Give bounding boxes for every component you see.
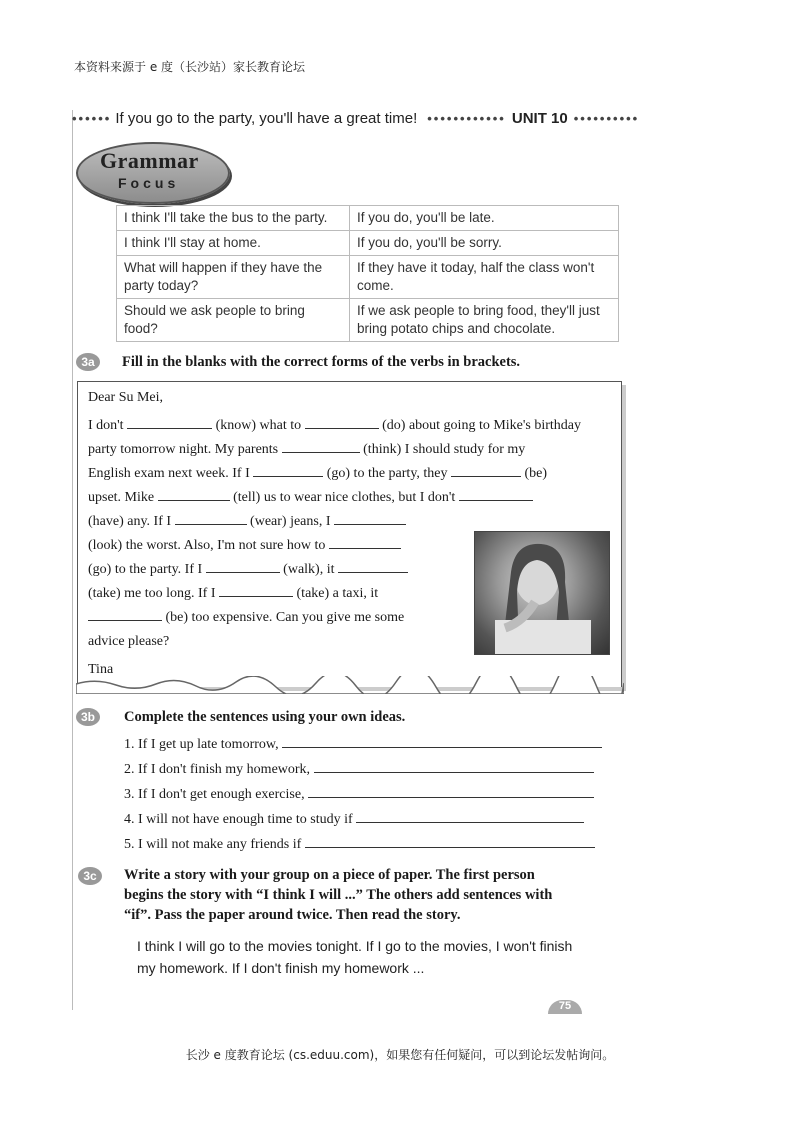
sentence-start: 1. If I get up late tomorrow, (124, 737, 279, 752)
header-mid-dots: •••••••••••• (427, 110, 506, 126)
fill-blank[interactable] (282, 438, 360, 453)
letter-line (88, 462, 547, 486)
list-item (124, 758, 594, 778)
letter-fragment: English exam next week. If I (88, 466, 250, 481)
section-3c-title-line: Write a story with your group on a piece of paper. The first person (124, 867, 535, 883)
letter-line (88, 486, 533, 510)
table-cell: If they have it today, half the class won't come. (350, 256, 619, 299)
fill-blank[interactable] (305, 414, 379, 429)
letter-line (88, 510, 406, 534)
letter-line (88, 438, 525, 462)
story-example (137, 935, 572, 979)
letter-fragment: (look) the worst. Also, I'm not sure how to (88, 538, 326, 553)
letter-fragment: upset. Mike (88, 490, 155, 505)
letter-salutation: Dear Su Mei, (88, 390, 164, 405)
letter-fragment: (go) to the party. If I (88, 562, 203, 577)
table-row (117, 231, 619, 256)
badge-subtitle: Focus (118, 175, 180, 191)
letter-fragment: I don't (88, 418, 124, 433)
letter-line (88, 606, 404, 630)
footer-note: 长沙 e 度教育论坛 (cs.eduu.com)，如果您有任何疑问，可以到论坛发帖询问。 (185, 1048, 615, 1062)
letter-fragment: (be) (524, 466, 548, 481)
unit-number: UNIT 10 (511, 109, 568, 127)
section-3c-icon: 3c (78, 867, 102, 885)
unit-title: If you go to the party, you'll have a great time! (115, 109, 418, 127)
story-line: I think I will go to the movies tonight. If I go to the movies, I won't finish (137, 938, 573, 954)
torn-edge (76, 676, 624, 694)
table-cell: What will happen if they have the party today? (117, 256, 350, 299)
answer-line[interactable] (308, 783, 594, 798)
fill-blank[interactable] (127, 414, 212, 429)
answer-line[interactable] (356, 808, 584, 823)
table-row (117, 206, 619, 231)
letter-fragment: (have) any. If I (88, 514, 172, 529)
letter-line (88, 582, 378, 606)
fill-blank[interactable] (253, 462, 323, 477)
letter-signature: Tina (88, 662, 114, 677)
header-left-dots: •••••• (72, 110, 112, 126)
table-row (117, 299, 619, 342)
header-right-dots: •••••••••• (573, 110, 640, 126)
grammar-table (116, 205, 619, 342)
list-item (124, 783, 594, 803)
fill-blank[interactable] (158, 486, 230, 501)
letter-fragment: (know) what to (215, 418, 302, 433)
fill-blank[interactable] (175, 510, 247, 525)
sentence-start: 4. I will not have enough time to study if (124, 812, 353, 827)
letter-fragment: party tomorrow night. My parents (88, 442, 279, 457)
letter-line (88, 534, 401, 558)
badge-title: Grammar (100, 148, 199, 173)
letter-fragment: (walk), it (283, 562, 335, 577)
letter-fragment: (take) a taxi, it (296, 586, 379, 601)
letter-fragment: (be) too expensive. Can you give me some (165, 610, 405, 625)
section-3a-icon: 3a (76, 353, 100, 371)
fill-blank[interactable] (459, 486, 533, 501)
table-cell: I think I'll take the bus to the party. (117, 206, 350, 231)
girl-photo (474, 531, 610, 655)
table-cell: Should we ask people to bring food? (117, 299, 350, 342)
table-row (117, 256, 619, 299)
table-cell: I think I'll stay at home. (117, 231, 350, 256)
letter-fragment: (think) I should study for my (363, 442, 526, 457)
sentence-start: 3. If I don't get enough exercise, (124, 787, 305, 802)
table-cell: If you do, you'll be sorry. (350, 231, 619, 256)
list-item (124, 733, 602, 753)
answer-line[interactable] (282, 733, 602, 748)
sentence-start: 5. I will not make any friends if (124, 837, 302, 852)
page-margin-rule (72, 110, 73, 1010)
table-cell: If we ask people to bring food, they'll just bring potato chips and chocolate. (350, 299, 619, 342)
list-item (124, 833, 595, 853)
letter-fragment: (go) to the party, they (326, 466, 448, 481)
fill-blank[interactable] (88, 606, 162, 621)
fill-blank[interactable] (334, 510, 406, 525)
fill-blank[interactable] (451, 462, 521, 477)
story-line: my homework. If I don't finish my homework ... (137, 960, 425, 976)
letter-fragment: (do) about going to Mike's birthday (382, 418, 582, 433)
girl-photo-illustration (475, 532, 609, 654)
page-number: 75 (548, 1000, 582, 1014)
fill-blank[interactable] (329, 534, 401, 549)
letter-fragment: (tell) us to wear nice clothes, but I don't (233, 490, 456, 505)
letter-line (88, 630, 169, 654)
section-3c-title-line: “if”. Pass the paper around twice. Then read the story. (124, 907, 461, 923)
fill-blank[interactable] (338, 558, 408, 573)
unit-header (72, 107, 647, 129)
fill-blank[interactable] (206, 558, 280, 573)
letter-fragment: advice please? (88, 634, 170, 649)
sentence-start: 2. If I don't finish my homework, (124, 762, 311, 777)
section-3c-title-line: begins the story with “I think I will ...” The others add sentences with (124, 887, 553, 903)
letter-line (88, 414, 581, 438)
letter-line (88, 558, 408, 582)
list-item (124, 808, 584, 828)
fill-blank[interactable] (219, 582, 293, 597)
section-3a-title: Fill in the blanks with the correct forms of the verbs in brackets. (122, 354, 521, 370)
table-cell: If you do, you'll be late. (350, 206, 619, 231)
source-note: 本资料来源于 e 度（长沙站）家长教育论坛 (74, 60, 306, 74)
letter-fragment: (wear) jeans, I (250, 514, 331, 529)
answer-line[interactable] (314, 758, 594, 773)
section-3b-title: Complete the sentences using your own ideas. (124, 709, 406, 725)
letter-fragment: (take) me too long. If I (88, 586, 216, 601)
section-3b-icon: 3b (76, 708, 100, 726)
answer-line[interactable] (305, 833, 595, 848)
